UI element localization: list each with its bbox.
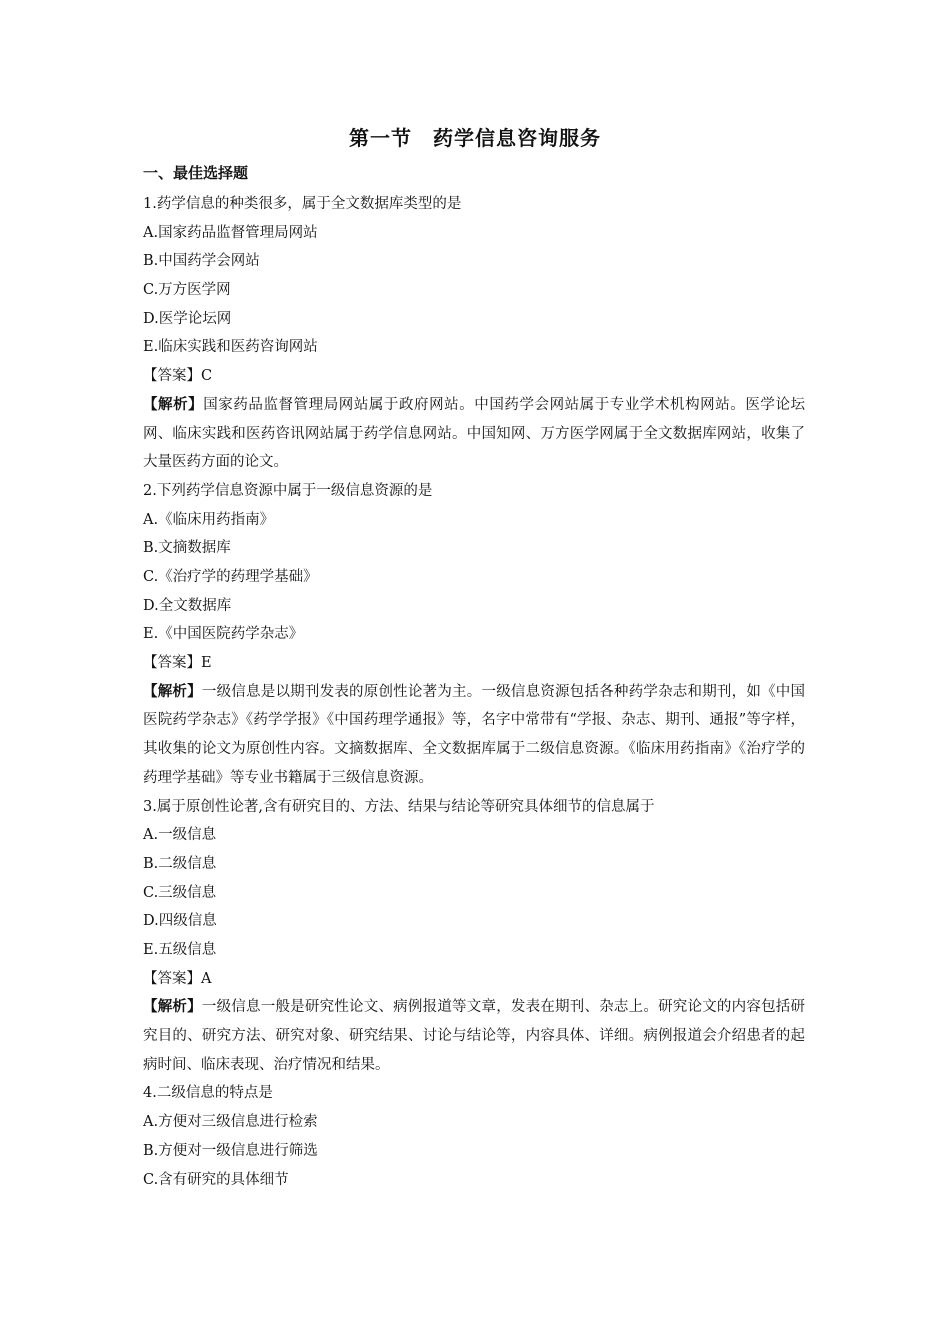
option-c: C.万方医学网 <box>143 282 231 299</box>
analysis-text: 国家药品监督管理局网站属于政府网站。中国药学会网站属于专业学术机构网站。医学论坛网、临床实践和医药咨讯网站属于药学信息网站。中国知网、万方医学网属于全文数据库网站，收集了大量医药方面的论文。 <box>143 396 805 471</box>
option-a: A.《临床用药指南》 <box>143 511 275 528</box>
answer <box>143 965 805 994</box>
option-e: E.五级信息 <box>143 941 217 958</box>
option-b: B.文摘数据库 <box>143 540 231 557</box>
answer-label: 【答案】 <box>143 368 201 385</box>
answer-value: C <box>201 368 213 385</box>
answer-label: 【答案】 <box>143 655 201 672</box>
analysis-text: 一级信息是以期刊发表的原创性论著为主。一级信息资源包括各种药学杂志和期刊，如《中国医院药学杂志》《药学学报》《中国药理学通报》等，名字中常带有“学报、杂志、期刊、通报”等字样，其收集的论文为原创性内容。文摘数据库、全文数据库属于二级信息资源。《临床用药指南》《治疗学的药理学基础》等专业书籍属于三级信息资源。 <box>143 683 806 786</box>
question-stem: 2.下列药学信息资源中属于一级信息资源的是 <box>143 482 433 499</box>
question-stem: 3.属于原创性论著,含有研究目的、方法、结果与结论等研究具体细节的信息属于 <box>143 798 655 815</box>
analysis-text: 一级信息一般是研究性论文、病例报道等文章，发表在期刊、杂志上。研究论文的内容包括研究目的、研究方法、研究对象、研究结果、讨论与结论等，内容具体、详细。病例报道会介绍患者的起病时间、临床表现、治疗情况和结果。 <box>143 999 806 1073</box>
option-d: D.四级信息 <box>143 913 217 930</box>
page-title: 第一节 药学信息咨询服务 <box>349 126 601 150</box>
option-b: B.方便对一级信息进行筛选 <box>143 1142 318 1159</box>
option-d: D.全文数据库 <box>143 597 232 614</box>
question-3 <box>143 793 805 1080</box>
question-stem: 4.二级信息的特点是 <box>143 1085 273 1102</box>
option-a: A.方便对三级信息进行检索 <box>143 1114 318 1131</box>
option-a: A.一级信息 <box>143 827 217 844</box>
analysis <box>143 391 805 477</box>
answer-label: 【答案】 <box>143 970 201 987</box>
question-stem: 1.药学信息的种类很多，属于全文数据库类型的是 <box>143 196 462 212</box>
answer-value: A <box>201 970 212 987</box>
answer <box>143 362 805 391</box>
question-4 <box>143 1079 805 1194</box>
section-heading: 一、最佳选择题 <box>143 164 249 182</box>
answer <box>143 649 805 678</box>
analysis <box>143 678 805 793</box>
analysis-label: 【解析】 <box>143 396 204 413</box>
answer-value: E <box>201 655 212 672</box>
analysis <box>143 993 805 1079</box>
question-2 <box>143 477 805 793</box>
option-e: E.《中国医院药学杂志》 <box>143 626 304 643</box>
option-c: C.三级信息 <box>143 884 217 901</box>
option-b: B.中国药学会网站 <box>143 253 260 270</box>
option-c: C.含有研究的具体细节 <box>143 1171 289 1188</box>
analysis-label: 【解析】 <box>143 999 202 1016</box>
option-b: B.二级信息 <box>143 855 217 872</box>
question-1 <box>143 190 805 477</box>
option-d: D.医学论坛网 <box>143 310 232 327</box>
analysis-label: 【解析】 <box>143 683 202 700</box>
option-e: E.临床实践和医药咨询网站 <box>143 339 318 356</box>
option-c: C.《治疗学的药理学基础》 <box>143 568 318 585</box>
option-a: A.国家药品监督管理局网站 <box>143 224 318 241</box>
question-list <box>143 190 805 1194</box>
